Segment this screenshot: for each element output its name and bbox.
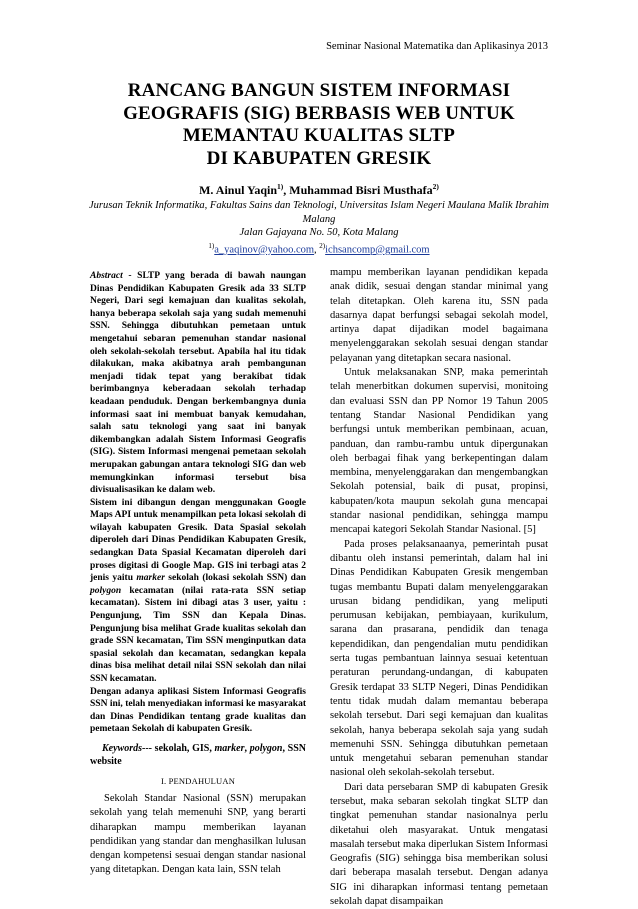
body-paragraph: mampu memberikan layanan pendidikan kepada anak didik, sesuai dengan standar minimal yang telah ditetapkan. Oleh karena itu, SSN pada dasarnya dapat berfungsi sebagai sekolah model, artinya dapat dijadikan model bagaimana menyelenggarakan sekolah sesuai dengan standar pelayanan yang ditetapkan secara nasional. xyxy=(330,267,548,364)
body-paragraph: Untuk melaksanakan SNP, maka pemerintah telah menerbitkan dokumen supervisi, monitoing dan evaluasi SSN dan PP Nomor 19 Tahun 2005 tentang Standar Nasional Pendidikan yang berfungsi untuk memberikan pembinaan, acuan, panduan, dan rambu-rambu untuk dipergunakan oleh berbagai fihak yang berkepentingan dalam membina, menyelenggarakan dan mengembangkan Sekolah potensial, baik di pusat, propinsi, kabupaten/kota maupun sekolah guna mencapai standar nasional pendidikan, sehingga mampu mencapai kategori Sekolah Standar Nasional. [5] xyxy=(330,367,548,536)
keywords-text: , xyxy=(244,742,250,754)
title-line: DI KABUPATEN GRESIK xyxy=(206,147,432,169)
address: Jalan Gajayana No. 50, Kota Malang xyxy=(239,227,399,238)
abstract xyxy=(90,270,306,736)
author-list xyxy=(0,182,638,198)
paper-title xyxy=(60,80,578,170)
abstract-term: marker xyxy=(136,573,165,584)
keywords xyxy=(90,742,306,768)
keyword-term: marker xyxy=(214,742,245,754)
abstract-text: sekolah (lokasi sekolah SSN) dan xyxy=(164,573,306,584)
title-line: MEMANTAU KUALITAS SLTP xyxy=(182,125,456,146)
affiliation: Jurusan Teknik Informatika, Fakultas Sains dan Teknologi, Universitas Islam Negeri Maulana Malik Ibrahim Malang xyxy=(88,200,550,225)
abstract-paragraph: Dengan adanya aplikasi Sistem Informasi Geografis SSN ini, telah menyediakan informasi ke masyarakat dan Dinas Pendidikan tentang grade kualitas dan pemetaan Sekolah di kabupaten Gresik. xyxy=(90,686,306,735)
email-superscript: 1) xyxy=(208,242,215,250)
body-paragraph: Dari data persebaran SMP di kabupaten Gresik tersebut, maka sebaran sekolah tingkat SLTP dan tingkat pemenuhan standar nasionalnya perlu diketahui oleh masyarakat. Untuk mengatasi masalah tersebut maka diperlukan Sistem Informasi Geografis (SIG) sehingga bisa memberikan solusi dari beberapa masalah tersebut. Dengan adanya SIG ini diharapkan informasi tentang pemetaan sekolah dapat disampaikan xyxy=(330,781,548,908)
abstract-text: Sistem ini dibangun dengan menggunakan Google Maps API untuk menampilkan peta lokasi sekolah di wilayah kabupaten Gresik. Data Spasial sekolah diperoleh dari Dinas Pendidikan Kabupaten Gresik, sedangkan Data Spasial Kecamatan diperoleh dari proses digitasi di Google Map. GIS ini terbagi atas 2 jenis yaitu xyxy=(90,497,306,584)
keywords-dashes: --- xyxy=(142,742,152,754)
abstract-term: polygon xyxy=(90,585,122,596)
email-link[interactable]: ichsancomp@gmail.com xyxy=(325,244,430,256)
email-link[interactable]: a_yaqinov@yahoo.com xyxy=(214,244,315,256)
body-text-left xyxy=(90,792,306,878)
email-separator: , xyxy=(314,244,320,256)
abstract-text: kecamatan (nilai rata-rata SSN setiap kecamatan). Sistem ini dibagi atas 3 user, yaitu : Pengunjung, Tim SSN dan Kepala Dinas. Pengunjung bisa melihat Grade kualitas sekolah dan grade SSN kecamatan, Tim SSN menginputkan data spasial sekolah dan kecamatan, sedangkan kepala dinas bisa melihat detail nilai SSN sekolah dan nilai SSN kecamatan. xyxy=(90,585,306,684)
body-text-right xyxy=(330,266,548,909)
body-paragraph: Sekolah Standar Nasional (SSN) merupakan sekolah yang telah memenuhi SNP, yang berarti diharapkan mampu memberikan layanan pendidikan yang standar dan menghasilkan lulusan dengan kompetensi sesuai dengan standar nasional yang ditetapkan. Dengan kata lain, SSN telah xyxy=(90,792,306,876)
left-column xyxy=(90,270,306,878)
abstract-paragraph xyxy=(90,270,306,497)
author-name: M. Ainul Yaqin xyxy=(199,183,278,197)
keywords-label: Keywords xyxy=(102,742,142,754)
keywords-text: , SSN website xyxy=(90,742,306,767)
author-name: Muhammad Bisri Musthafa xyxy=(289,183,433,197)
author-separator: , xyxy=(283,183,290,197)
email-list xyxy=(0,242,638,256)
keyword-term: polygon xyxy=(249,742,283,754)
keywords-text: sekolah, GIS, xyxy=(152,742,215,754)
abstract-text: - SLTP yang berada di bawah naungan Dinas Pendidikan Kabupaten Gresik ada 33 SLTP Negeri, Dari segi kemajuan dan kualitas sekolah, hanya beberapa sekolah saja yang sudah memenuhi SSN. Sehingga dibutuhkan pemetaan untuk mengetahui sebaran pemenuhan standar nasional oleh sekolah-sekolah tersebut. Apabila hal itu tidak dilakukan, maka akibatnya arah pembangunan menjadi tidak tepat yang berakibat tidak berimbangnya keberadaan sekolah terhadap keadaan penduduk. Dengan berkembangnya dunia informasi saat ini membuat banyak kemudahan, salah satu teknologi yang saat ini banyak dikembangkan adalah Sistem Informasi Geografis (SIG). Sistem Informasi mengenai pemetaan sekolah merupakan gabungan antara teknologi SIG dan web memungkinkan informasi tersebut bisa divisualisasikan ke dalam web. xyxy=(90,271,306,496)
title-line: RANCANG BANGUN SISTEM INFORMASI xyxy=(127,80,511,101)
title-line: GEOGRAFIS (SIG) BERBASIS WEB UNTUK xyxy=(123,102,515,124)
body-paragraph: Pada proses pelaksanaanya, pemerintah pusat dibantu oleh instansi pemerintah, dalam hal ini Dinas Pendidikan Kabupaten Gresik mengemban tugas membantu Bupati dalam menyelenggarakan urusan bidang pendidikan, yang meliputi perumusan kebijakan, pembiayaan, kurikulum, sarana dan prasarana, pendidik dan tenaga kependidikan, dan pengendalian mutu pendidikan serta tugas pembantuan lainnya sesuai ketentuan peraturan perundang-undangan, di kabupaten Gresik terdapat 33 SLTP Negeri, Dinas Pendidikan tentu tidak mudah dalam memantau beberapa sekolah tersebut. Dari segi kemajuan dan kualitas sekolah, hanya beberapa sekolah saja yang sudah memenuhi SSN. Sehingga dibutuhkan pemetaan untuk mengetahui sebaran pemenuhan standar nasional oleh sekolah-sekolah tersebut. xyxy=(330,538,548,779)
right-column xyxy=(330,266,548,909)
author-superscript: 2) xyxy=(432,182,439,191)
author-superscript: 1) xyxy=(277,182,284,191)
email-superscript: 2) xyxy=(319,242,326,250)
running-head: Seminar Nasional Matematika dan Aplikasinya 2013 xyxy=(326,41,548,52)
abstract-label: Abstract xyxy=(90,271,123,281)
abstract-paragraph xyxy=(90,497,306,686)
section-heading: I. PENDAHULUAN xyxy=(160,775,236,786)
